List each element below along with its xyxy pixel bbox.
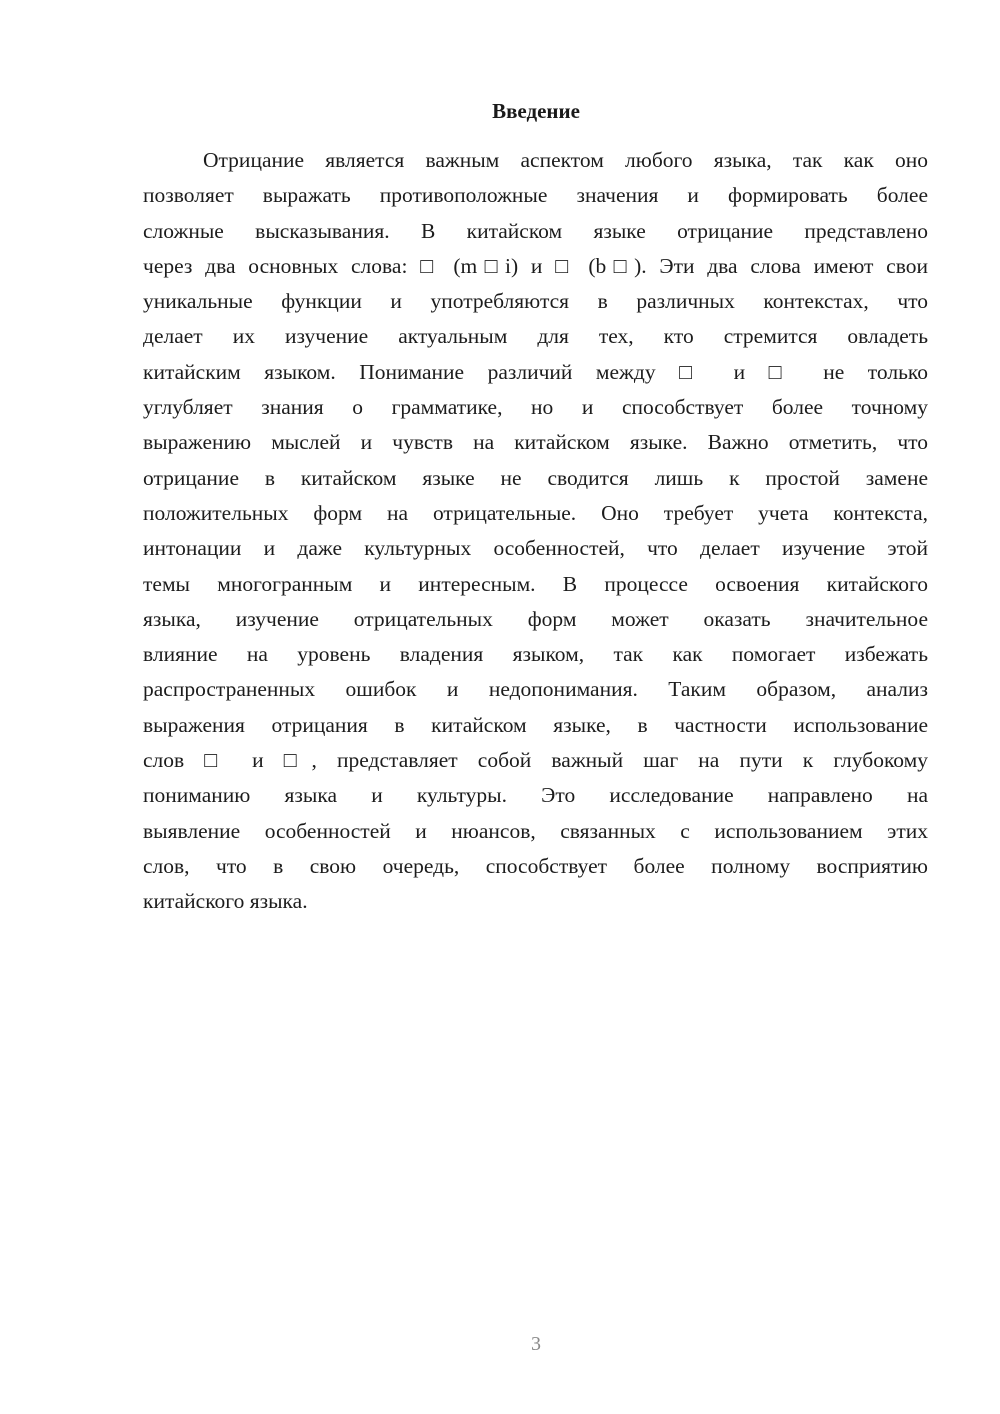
paragraph-line: положительных форм на отрицательные. Оно требует учета контекста,: [143, 500, 928, 525]
paragraph-line: распространенных ошибок и недопонимания. Таким образом, анализ: [143, 677, 928, 702]
paragraph-line: выражения отрицания в китайском языке, в частности использование: [143, 712, 928, 737]
paragraph-line: языка, изучение отрицательных форм может оказать значительное: [143, 606, 928, 631]
paragraph-line: слов, что в свою очередь, способствует более полному восприятию: [143, 853, 928, 878]
paragraph-line: выражению мыслей и чувств на китайском языке. Важно отметить, что: [143, 430, 928, 455]
section-title: Введение: [492, 99, 580, 123]
paragraph-line: отрицание в китайском языке не сводится лишь к простой замене: [143, 465, 928, 490]
paragraph-line: темы многогранным и интересным. В процессе освоения китайского: [143, 571, 928, 596]
paragraph-line: делает их изучение актуальным для тех, кто стремится овладеть: [143, 324, 928, 349]
paragraph-line: влияние на уровень владения языком, так как помогает избежать: [143, 642, 928, 667]
page-number: 3: [531, 1333, 541, 1355]
paragraph-line: пониманию языка и культуры. Это исследование направлено на: [143, 783, 928, 808]
paragraph-line: интонации и даже культурных особенностей, что делает изучение этой: [143, 536, 928, 561]
paragraph-line: позволяет выражать противоположные значения и формировать более: [143, 183, 928, 208]
paragraph-line: китайского языка.: [143, 889, 308, 914]
paragraph-line: углубляет знания о грамматике, но и способствует более точному: [143, 395, 928, 420]
paragraph-line: слов □ и □, представляет собой важный шаг на пути к глубокому: [143, 748, 928, 773]
paragraph-line: Отрицание является важным аспектом любого языка, так как оно: [203, 148, 928, 172]
paragraph-line: сложные высказывания. В китайском языке отрицание представлено: [143, 218, 928, 243]
introduction-paragraph: [143, 143, 928, 920]
paragraph-line: выявление особенностей и нюансов, связанных с использованием этих: [143, 818, 928, 843]
paragraph-line: через два основных слова: □ (m□i) и □ (b□). Эти два слова имеют свои: [143, 253, 928, 278]
paragraph-line: китайским языком. Понимание различий между □ и □ не только: [143, 359, 928, 384]
paragraph-line: уникальные функции и употребляются в различных контекстах, что: [143, 289, 928, 314]
